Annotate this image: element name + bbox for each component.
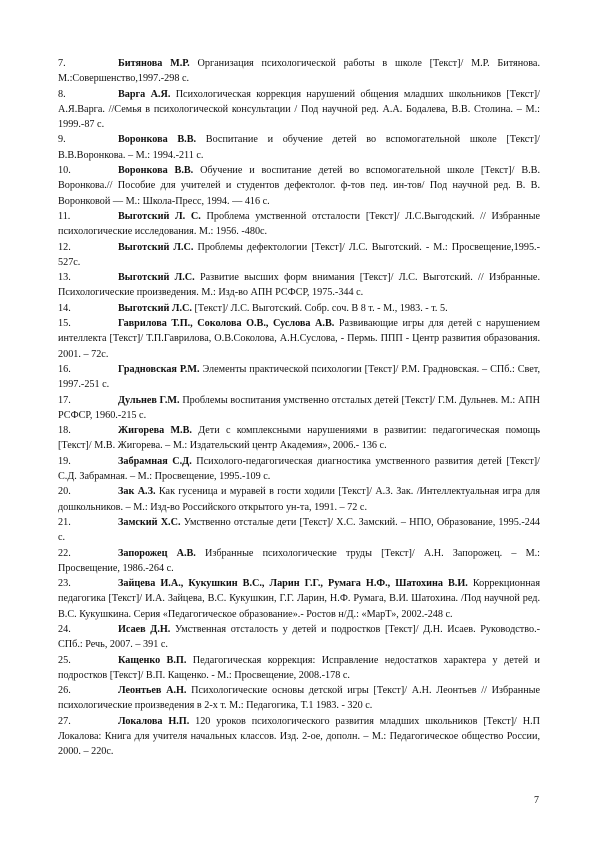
bibliography-list xyxy=(58,56,540,760)
bibliography-entry: 12. Выготский Л.С. Проблемы дефектологии [Текст]/ Л.С. Выготский. - М.: Просвещение,1995.- 527с. xyxy=(58,241,540,268)
bibliography-entry: 14. Выготский Л.С. [Текст]/ Л.С. Выготский. Собр. соч. В 8 т. - М., 1983. - т. 5. xyxy=(58,302,448,314)
bibliography-entry: 26. Леонтьев А.Н. Психологические основы детской игры [Текст]/ А.Н. Леонтьев // Избранные психологические произведения в 2-х т. М.: Педагогика, Т.1 1983. - 320 с. xyxy=(58,685,541,712)
bibliography-entry: 15. Гаврилова Т.П., Соколова О.В., Суслова А.В. Развивающие игры для детей с нарушением интеллекта [Текст]/ Т.П.Гаврилова, О.В.Соколова, А.Н.Суслова, - Пермь. ППП - Центр развития образования. 2001. – 72с. xyxy=(58,318,540,360)
bibliography-entry: 9. Воронкова В.В. Воспитание и обучение детей во вспомогательной школе [Текст]/ В.В.Воронкова. – М.: 1994.-211 с. xyxy=(58,134,540,161)
bibliography-entry: 10. Воронкова В.В. Обучение и воспитание детей во вспомогательной школе [Текст]/ В.В. Воронкова.// Пособие для учителей и студентов дефектолог. ф-тов пед. ин-тов/ Под научной ред. В. В. Воронковой — М.: Школа-Пресс, 1994. — 416 с. xyxy=(58,165,541,207)
bibliography-entry: 25. Кащенко В.П. Педагогическая коррекция: Исправление недостатков характера у детей и подростков [Текст]/ В.П. Кащенко. - М.: Просвещение, 2008.-178 с. xyxy=(58,654,540,681)
bibliography-entry: 17. Дульнев Г.М. Проблемы воспитания умственно отсталых детей [Текст]/ Г.М. Дульнев. М.: АПН РСФСР, 1960.-215 с. xyxy=(58,394,540,421)
bibliography-entry: 22. Запорожец А.В. Избранные психологические труды [Текст]/ А.Н. Запорожец. – М.: Просвещение, 1986.-264 с. xyxy=(58,547,541,574)
bibliography-entry: 27. Локалова Н.П. 120 уроков психологического развития младших школьников [Текст]/ Н.П Локалова: Книга для учителя начальных классов. Изд. 2-ое, дополн. – М.: Педагогическое общество России, 2000. – 220с. xyxy=(58,715,540,758)
page-number: 7 xyxy=(534,795,539,806)
bibliography-entry: 11. Выготский Л. С. Проблема умственной отсталости [Текст]/ Л.С.Выгодский. // Избранные психологические исследования. М.: 1956. -480с. xyxy=(58,210,541,238)
bibliography-entry: 8. Варга А.Я. Психологическая коррекция нарушений общения младших школьников [Текст]/ А.Я.Варга. //Семья в психологической консультации / Под научной ред. А.А. Бодалева, В.В. Столина. – М.: 1999.-87 с. xyxy=(58,88,540,131)
bibliography-entry: 16. Градновская Р.М. Элементы практической психологии [Текст]/ Р.М. Градновская. – СПб.: Свет, 1997.-251 с. xyxy=(58,363,541,391)
bibliography-entry: 13. Выготский Л.С. Развитие высших форм внимания [Текст]/ Л.С. Выготский. // Избранные. Психологические произведения. М.: Изд-во АПН РСФСР, 1975.-344 с. xyxy=(58,272,540,299)
bibliography-entry: 21. Замский Х.С. Умственно отсталые дети [Текст]/ Х.С. Замский. – НПО, Образование, 1995.-244 с. xyxy=(58,516,541,544)
bibliography-entry: 24. Исаев Д.Н. Умственная отсталость у детей и подростков [Текст]/ Д.Н. Исаев. Руководство.- СПб.: Речь, 2007. – 391 с. xyxy=(58,623,541,651)
bibliography-entry: 23. Зайцева И.А., Кукушкин В.С., Ларин Г.Г., Румага Н.Ф., Шатохина В.И. Коррекционная педагогика [Текст]/ И.А. Зайцева, В.С. Кукушкин, Г.Г. Ларин, Н.Ф. Румага, В.И. Шатохина. /Под научной ред. В.С. Кукушкина. Серия «Педагогическое образование».- Ростов н/Д.: «МарТ», 2002.-248 с. xyxy=(58,578,541,620)
bibliography-entry: 19. Забрамная С.Д. Психолого-педагогическая диагностика умственного развития детей [Текст]/ С.Д. Забрамная. – М.: Просвещение, 1995.-109 с. xyxy=(58,455,541,483)
bibliography-entry: 18. Жигорева М.В. Дети с комплексными нарушениями в развитии: педагогическая помощь [Текст]/ М.В. Жигорева. – М.: Издательский центр Академия», 2006.- 136 с. xyxy=(58,425,540,452)
bibliography-entry: 20. Зак А.З. Как гусеница и муравей в гости ходили [Текст]/ А.З. Зак. /Интеллектуальная игра для дошкольников. – М.: Изд-во Российского открытого ун-та, 1991. – 72 с. xyxy=(58,486,540,513)
bibliography-entry: 7. Битянова М.Р. Организация психологической работы в школе [Текст]/ М.Р. Битянова. М.:Совершенство,1997.-298 с. xyxy=(58,58,540,85)
